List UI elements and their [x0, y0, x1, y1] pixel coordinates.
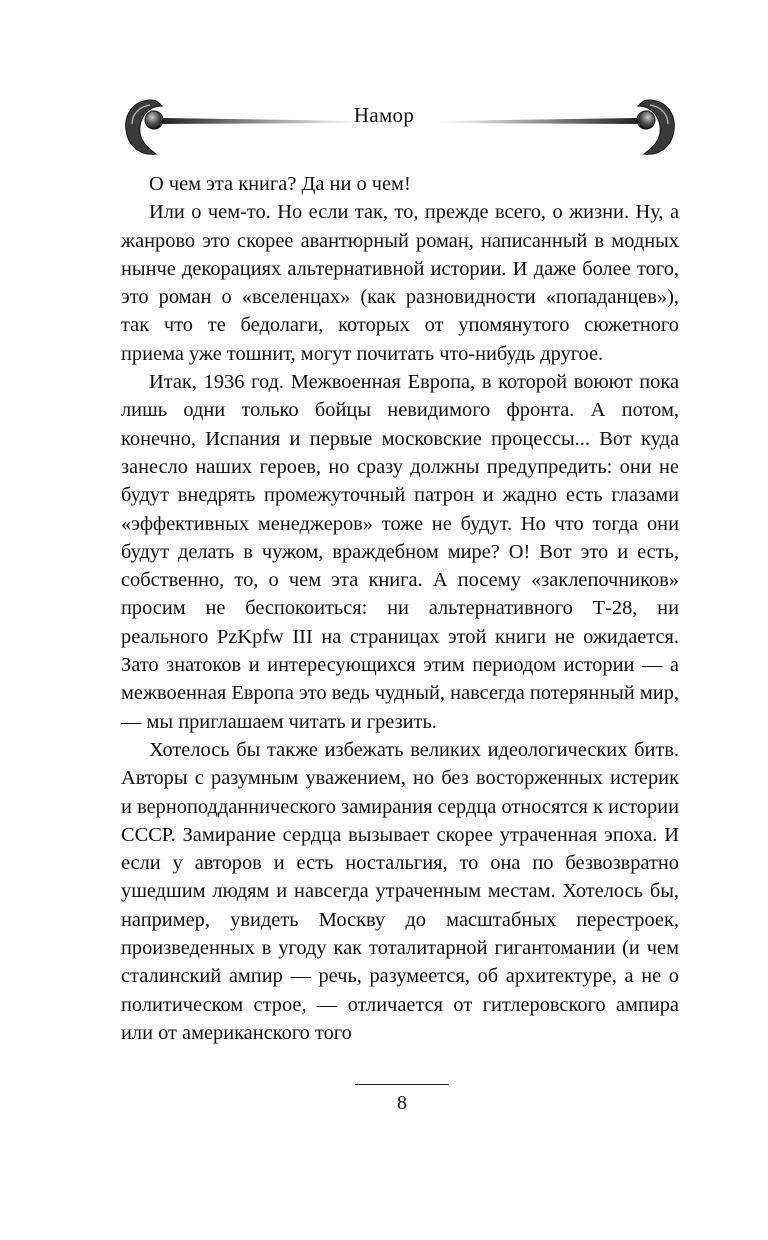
paragraph: Итак, 1936 год. Межвоенная Европа, в которой воюют пока лишь одни только бойцы невидимого фронта. А потом, конечно, Испания и первые московские процессы... Вот куда занесло наших героев, но сразу должны предупредить: они не будут внедрять промежуточный патрон и жадно есть глазами «эффективных менеджеров» тоже не будут. Но что тогда они будут делать в чужом, враждебном мире? О! Вот это и есть, собственно, то, о чем эта книга. А посему «заклепочников» просим не беспокоиться: ни альтернативного Т-28, ни реального PzKpfw III на страницах этой книги не ожидается. Зато знатоков и интересующихся этим периодом истории — а межвоенная Европа это ведь чудный, навсегда потерянный мир, — мы приглашаем читать и грезить.: [121, 371, 679, 733]
page-number: 8: [397, 1092, 407, 1114]
paragraph: Или о чем-то. Но если так, то, прежде всего, о жизни. Ну, а жанрово это скорее авантюрный роман, написанный в модных нынче декорациях альтернативной истории. И даже более того, это роман о «вселенцах» (как разновидности «попаданцев»), так что те бедолаги, которых от упомянутого сюжетного приема уже тошнит, могут почитать что-нибудь другое.: [121, 201, 679, 365]
running-header-title: Намор: [353, 103, 415, 127]
paragraph: Хотелось бы также избежать великих идеологических битв. Авторы с разумным уважением, но без восторженных истерик и верноподданнического замирания сердца относятся к истории СССР. Замирание сердца вызывает скорее утраченная эпоха. И если у авторов и есть ностальгия, то она по безвозвратно ушедшим людям и навсегда утраченным местам. Хотелось бы, например, увидеть Москву до масштабных перестроек, произведенных в угоду как тоталитарной гигантомании (и чем сталинский ампир — речь, разумеется, об архитектуре, а не о политическом строе, — отличается от гитлеровского ампира или от американского того: [121, 738, 679, 1044]
ornament-swirl-right-icon: [442, 92, 682, 164]
running-header: [0, 92, 768, 164]
paragraph: О чем эта книга? Да ни о чем!: [149, 173, 411, 195]
footer-rule: [355, 1084, 449, 1085]
body-text: [121, 170, 679, 1047]
